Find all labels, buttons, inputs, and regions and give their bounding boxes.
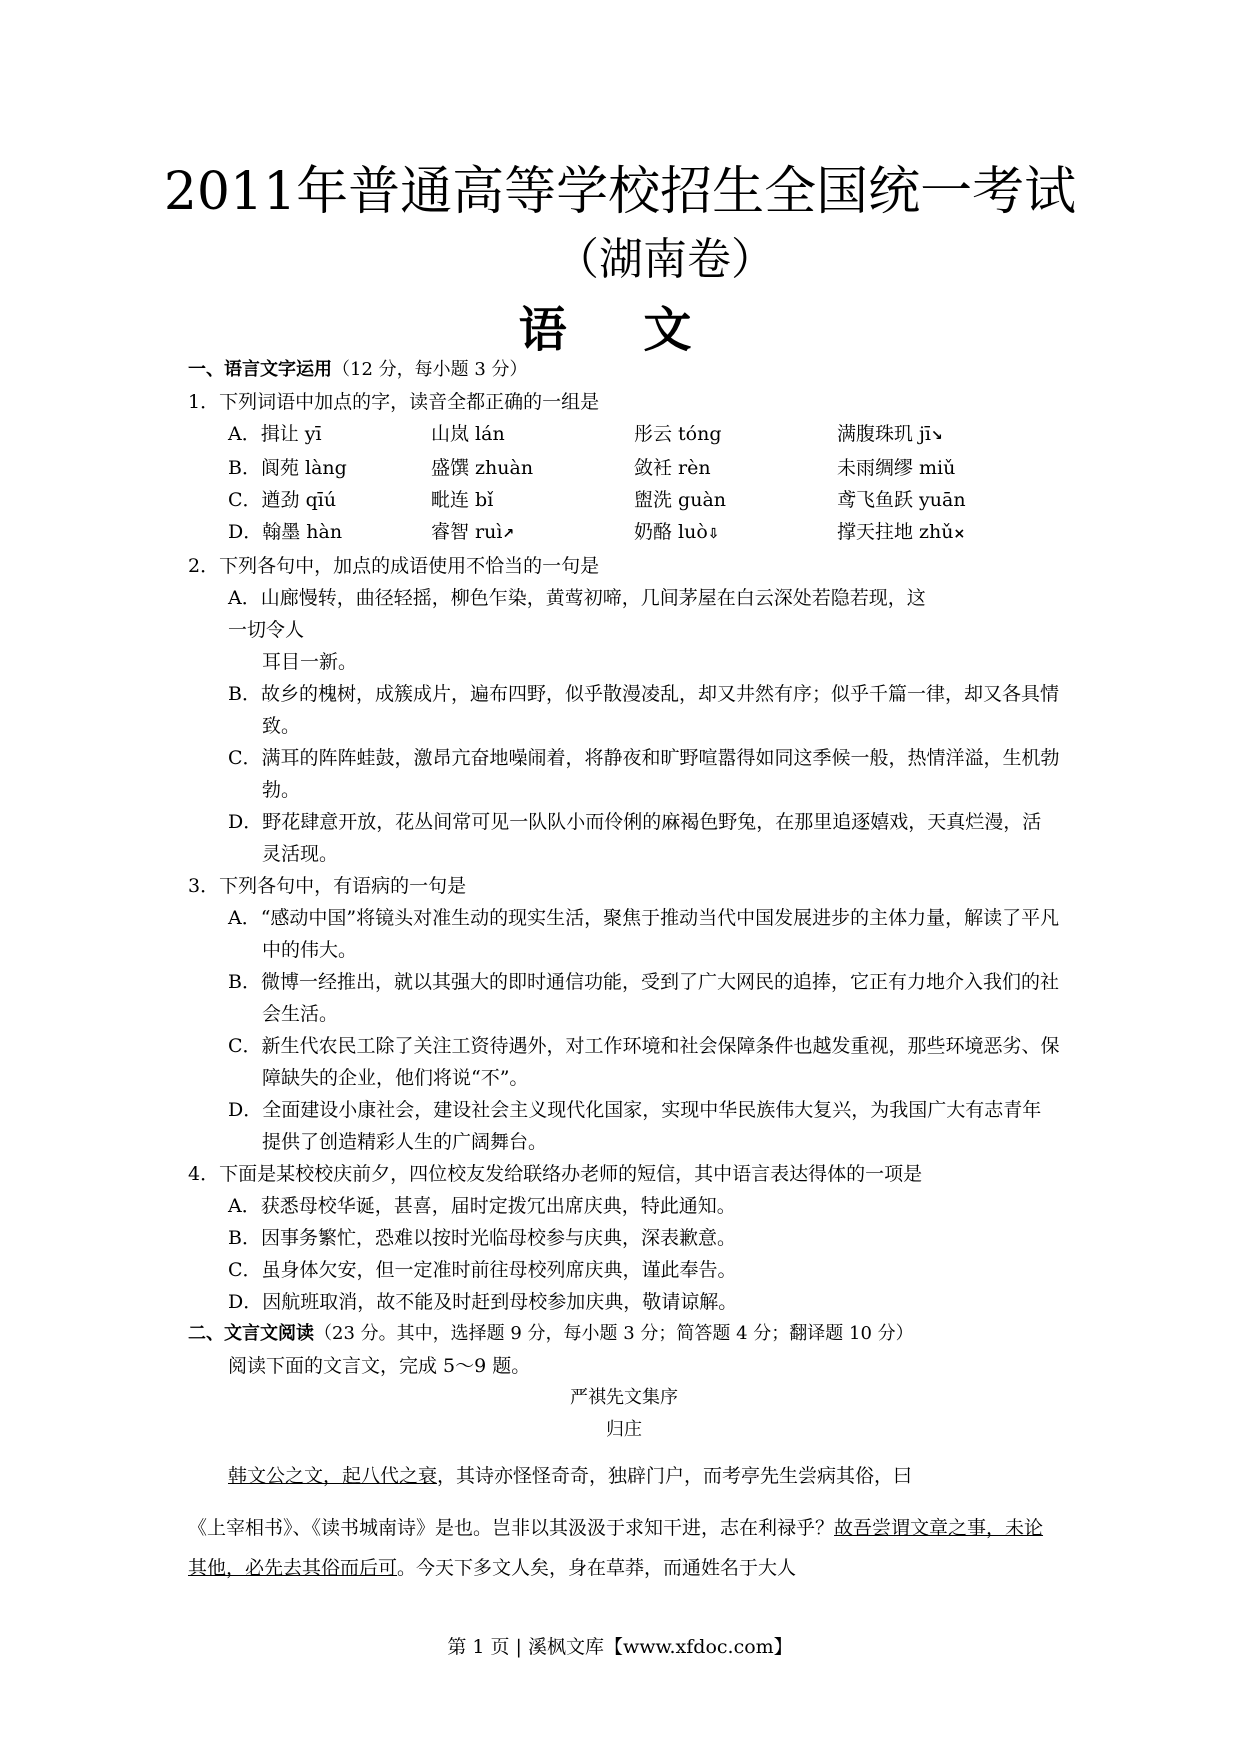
question-4-option-b: B．因事务繁忙，恐难以按时光临母校参与庆典，深表歉意。 bbox=[228, 1227, 736, 1249]
exam-subtitle: （湖南卷） bbox=[555, 234, 775, 285]
question-2-option-c: C．满耳的阵阵蛙鼓，激昂亢奋地噪闹着，将静夜和旷野喧嚣得如同这季候一般，热情洋溢，生机勃勃。 bbox=[228, 747, 1060, 801]
subject-title: 语 文 bbox=[518, 302, 722, 358]
exam-title: 2011年普通高等学校招生全国统一考试 bbox=[163, 162, 1077, 222]
arrow-down-right-icon: ↘ bbox=[931, 428, 943, 444]
passage-author: 归庄 bbox=[606, 1419, 642, 1440]
question-3-option-b: B．微博一经推出，就以其强大的即时通信功能，受到了广大网民的追捧，它正有力地介入我们的社会生活。 bbox=[228, 971, 1059, 1025]
question-2-option-d: D．野花肆意开放，花丛间常可见一队队小而伶俐的麻褐色野兔，在那里追逐嬉戏，天真烂漫，活灵活现。 bbox=[228, 811, 1042, 865]
passage-text bbox=[188, 1456, 1060, 1588]
question-1-options bbox=[228, 418, 1060, 550]
passage-line-1: 韩文公之文，起八代之衰，其诗亦怪怪奇奇，独辟门户，而考亭先生尝病其俗，曰 bbox=[228, 1465, 913, 1487]
option-row-b: B．阆苑 làng 盛馔 zhuàn 敛衽 rèn 未雨绸缪 miǔ bbox=[228, 457, 956, 479]
arrow-up-right-icon: ↗ bbox=[502, 526, 515, 542]
question-3-option-d: D．全面建设小康社会，建设社会主义现代化国家，实现中华民族伟大复兴，为我国广大有志青年提供了创造精彩人生的广阔舞台。 bbox=[228, 1099, 1042, 1153]
exam-content bbox=[188, 354, 1060, 1588]
option-row-c: C．遒劲 qīú 毗连 bǐ 盥洗 guàn 鸢飞鱼跃 yuān bbox=[228, 489, 966, 511]
section1-heading: 一、语言文字运用（12 分，每小题 3 分） bbox=[188, 359, 528, 380]
section2-heading: 二、文言文阅读（23 分。其中，选择题 9 分，每小题 3 分；简答题 4 分；翻译题 10 分） bbox=[188, 1323, 914, 1344]
question-2-stem: 2．下列各句中，加点的成语使用不恰当的一句是 bbox=[188, 555, 600, 577]
question-2-option-a-end: 耳目一新。 bbox=[262, 651, 358, 673]
page-footer: 第 1 页 | 溪枫文库【www.xfdoc.com】 bbox=[447, 1636, 793, 1658]
question-2-option-a: A．山廊慢转，曲径轻摇，柳色乍染，黄莺初啼，几间茅屋在白云深处若隐若现，这 bbox=[228, 587, 926, 609]
question-1-stem: 1．下列词语中加点的字，读音全都正确的一组是 bbox=[188, 391, 600, 413]
question-2-option-a-cont: 一切令人 bbox=[228, 619, 305, 641]
option-row-d: D．翰墨 hàn 睿智 ruì↗ 奶酪 luò⇩ 撑天拄地 zhǔ× bbox=[228, 521, 966, 543]
arrow-down-outline-icon: ⇩ bbox=[707, 526, 720, 542]
option-row-a: A．揖让 yī 山岚 lán 彤云 tóng 满腹珠玑 jī↘ bbox=[228, 423, 943, 445]
question-3-stem: 3．下列各句中，有语病的一句是 bbox=[188, 875, 467, 897]
passage-line-2: 《上宰相书》、《读书城南诗》是也。岂非以其汲汲于求知干进，志在利禄乎？故吾尝谓文章之事，未论其他，必先去其俗而后可。今天下多文人矣，身在草莽，而通姓名于大人 bbox=[188, 1517, 1044, 1579]
cross-icon: × bbox=[953, 526, 966, 542]
question-3-option-c: C．新生代农民工除了关注工资待遇外，对工作环境和社会保障条件也越发重视，那些环境恶劣、保障缺失的企业，他们将说“不”。 bbox=[228, 1035, 1060, 1089]
question-3-option-a: A．“感动中国”将镜头对准生动的现实生活，聚焦于推动当代中国发展进步的主体力量，解读了平凡中的伟大。 bbox=[228, 907, 1060, 961]
question-4-stem: 4．下面是某校校庆前夕，四位校友发给联络办老师的短信，其中语言表达得体的一项是 bbox=[188, 1163, 923, 1185]
reading-instructions: 阅读下面的文言文，完成 5～9 题。 bbox=[228, 1355, 531, 1377]
question-2-option-b: B．故乡的槐树，成簇成片，遍布四野，似乎散漫凌乱，却又井然有序；似乎千篇一律，却又各具情致。 bbox=[228, 683, 1059, 737]
question-4-option-d: D．因航班取消，故不能及时赶到母校参加庆典，敬请谅解。 bbox=[228, 1291, 738, 1313]
passage-title: 严祺先文集序 bbox=[570, 1387, 678, 1408]
question-4-option-a: A．获悉母校华诞，甚喜，届时定拨冗出席庆典，特此通知。 bbox=[228, 1195, 736, 1217]
question-4-option-c: C．虽身体欠安，但一定准时前往母校列席庆典，谨此奉告。 bbox=[228, 1259, 737, 1281]
